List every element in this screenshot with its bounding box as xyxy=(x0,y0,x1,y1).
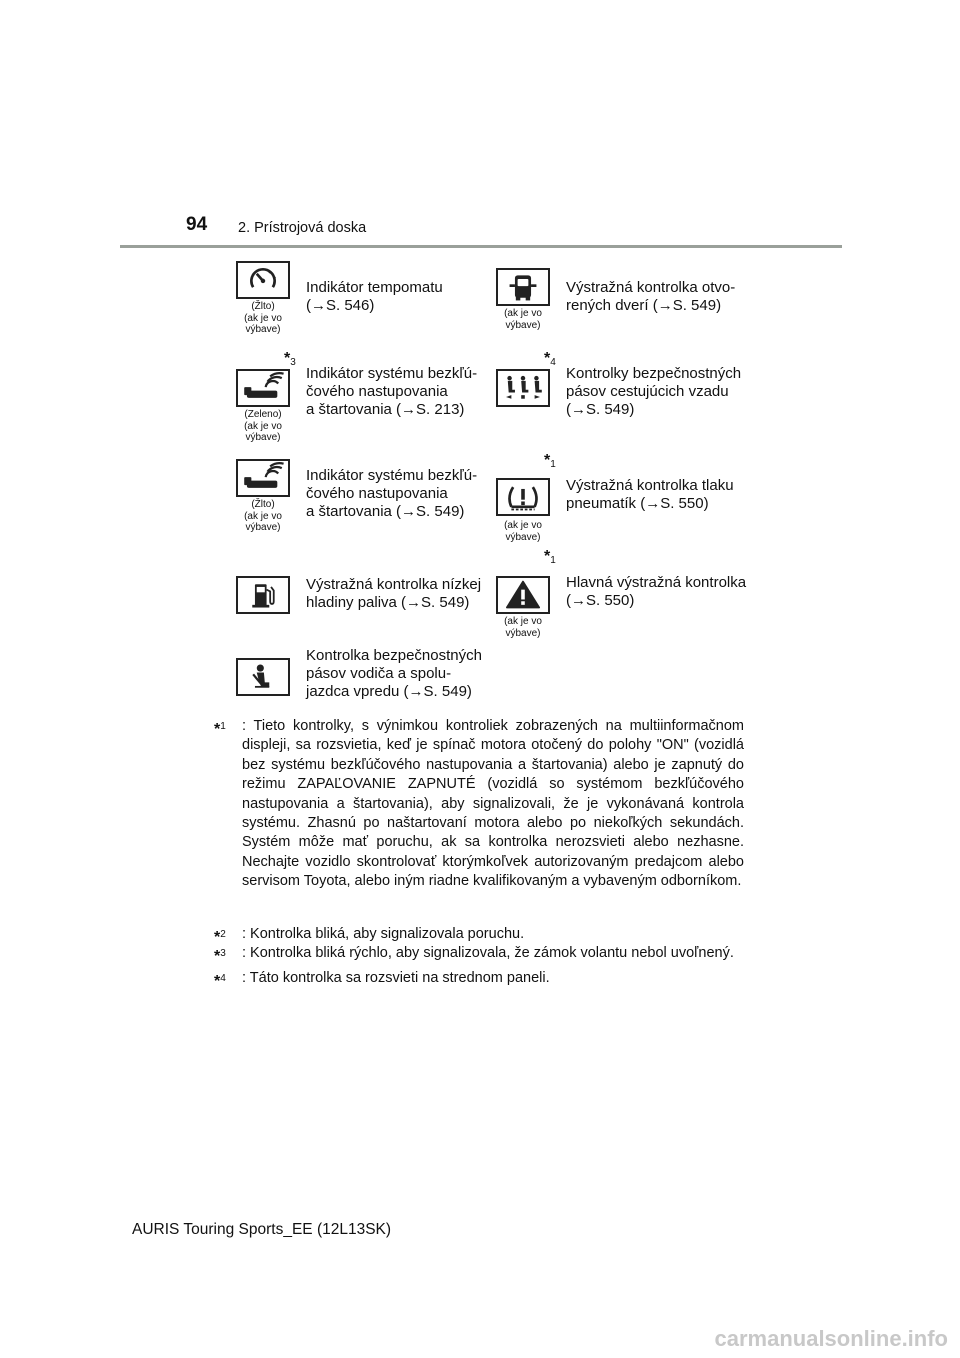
page-number: 94 xyxy=(186,214,208,235)
icon-caption: (Žlto) (ak je vo výbave) xyxy=(244,499,282,533)
indicator-description: Hlavná výstražná kontrolka (→S. 550) xyxy=(566,574,747,609)
watermark: carmanualsonline.info xyxy=(714,1326,948,1351)
footnote: *$^3$ : Kontrolka bliká rýchlo, aby signalizovala, že zámok volantu nebol uvoľnený. xyxy=(214,945,734,965)
indicator-description: Kontrolka bezpečnostných pásov vodiča a spolu- jazdca vpredu (→S. 549) xyxy=(306,647,482,700)
indicator-description: Indikátor systému bezkľú- čového nastupovania a štartovania (→S. 549) xyxy=(306,467,478,520)
indicator-description: Kontrolky bezpečnostných pásov cestujúcich vzadu (→S. 549) xyxy=(566,365,742,418)
icon-caption: (ak je vo výbave) xyxy=(504,308,542,331)
indicator-description: Výstražná kontrolka nízkej hladiny paliva (→S. 549) xyxy=(306,576,482,611)
indicator-description: Indikátor tempomatu (→S. 546) xyxy=(306,279,443,314)
footnote-marker: $*_1$ xyxy=(544,548,556,566)
icon-caption: (Žlto) (ak je vo výbave) xyxy=(244,301,282,335)
icon-caption: (ak je vo výbave) xyxy=(504,616,542,639)
footnote: *$^2$ : Kontrolka bliká, aby signalizovala poruchu. xyxy=(214,926,525,946)
master-warning-icon xyxy=(496,576,550,614)
footnote: *$^4$ : Táto kontrolka sa rozsvieti na strednom paneli. xyxy=(214,970,550,990)
smart-key-icon xyxy=(236,459,290,497)
section-title: 2. Prístrojová doska xyxy=(238,220,367,236)
seatbelt-icon xyxy=(236,658,290,696)
page-footer: AURIS Touring Sports_EE (12L13SK) xyxy=(132,1221,392,1238)
tire-pressure-icon xyxy=(496,478,550,516)
icon-caption: (ak je vo výbave) xyxy=(504,520,542,543)
indicator-description: Výstražná kontrolka tlaku pneumatík (→S. 550) xyxy=(566,477,734,512)
icon-caption: (Zeleno) (ak je vo výbave) xyxy=(244,409,282,443)
footnote-marker: $*_1$ xyxy=(544,452,556,470)
footnote: *$^1$ : Tieto kontrolky, s výnimkou kontroliek zobrazených na multiinformačnom displeji, sa rozsvietia, keď je spínač motora otočený do polohy "ON" (vozidlá bez systému bezkľúčového nastupovania a štartovania) alebo je zapnutý do režimu ZAPAĽOVANIE ZAPNUTÉ (vozidlá so systémom bezkľúčového nastupovania a štartovania), aby signalizovali, že je vykonávaná kontrola systému. Zhasnú po naštartovaní motora alebo po niekoľkých sekundách. Systém môže mať poruchu, ak sa kontrolka nerozsvieti alebo nezhasne. Nechajte vozidlo skontrolovať ktorýmkoľvek autorizovaným predajcom alebo servisom Toyota, alebo iným riadne kvalifikovaným a vybaveným odborníkom. xyxy=(214,718,744,890)
footnote-marker: $*_3$ xyxy=(284,350,296,368)
fuel-pump-icon xyxy=(236,576,290,614)
open-door-icon xyxy=(496,268,550,306)
indicator-description: Indikátor systému bezkľú- čového nastupovania a štartovania (→S. 213) xyxy=(306,365,478,418)
rear-seatbelts-icon xyxy=(496,369,550,407)
speedometer-icon xyxy=(236,261,290,299)
header-rule xyxy=(120,245,842,248)
footnote-marker: $*_4$ xyxy=(544,350,556,368)
smart-key-icon xyxy=(236,369,290,407)
indicator-description: Výstražná kontrolka otvo- rených dverí (→S. 549) xyxy=(566,279,736,314)
